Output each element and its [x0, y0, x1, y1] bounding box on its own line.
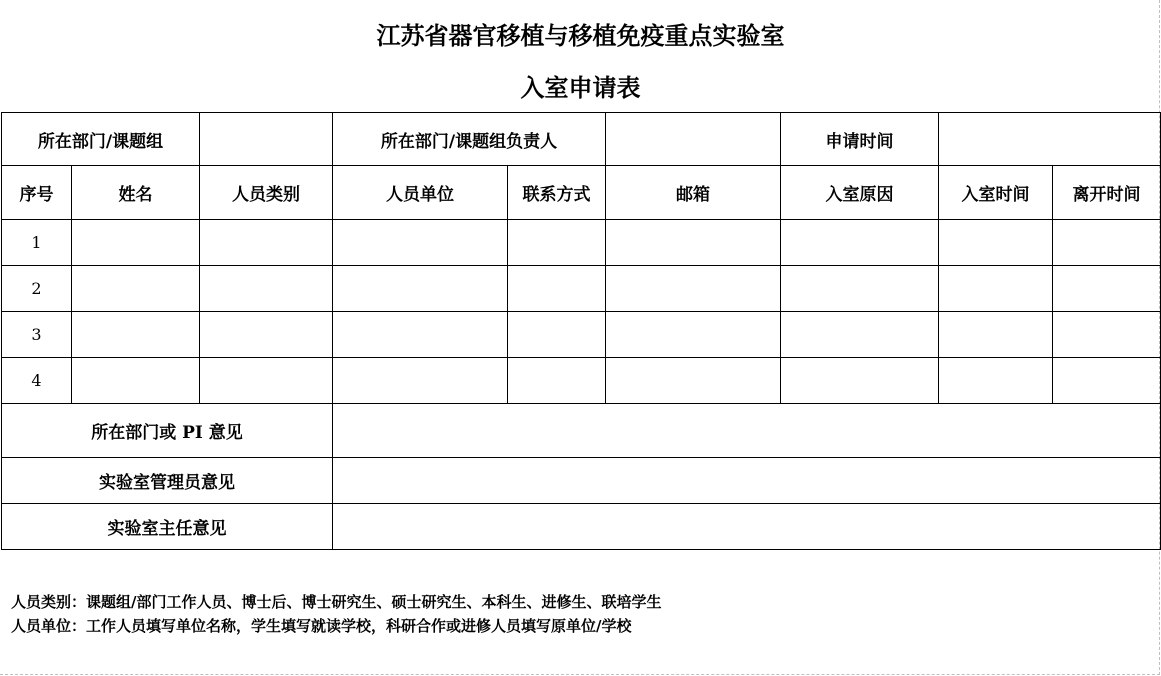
dept-pi-opinion-cell[interactable] — [333, 404, 1161, 458]
contact-cell[interactable] — [508, 266, 606, 312]
entry-time-cell[interactable] — [939, 266, 1053, 312]
email-cell[interactable] — [606, 312, 781, 358]
col-contact: 联系方式 — [508, 166, 606, 220]
dept-label: 所在部门/课题组 — [2, 113, 200, 166]
column-header-row — [2, 166, 1161, 220]
form-title: 江苏省器官移植与移植免疫重点实验室 — [376, 21, 785, 50]
leave-time-cell[interactable] — [1053, 358, 1161, 404]
date-value-cell[interactable] — [939, 113, 1161, 166]
dept-pi-opinion-label: 所在部门或 PI 意见 — [2, 404, 333, 458]
row-index: 1 — [2, 220, 72, 266]
name-cell[interactable] — [72, 312, 200, 358]
opinion-row-admin — [2, 458, 1161, 504]
table-row — [2, 266, 1161, 312]
lab-director-opinion-label: 实验室主任意见 — [2, 504, 333, 550]
dept-value-cell[interactable] — [200, 113, 333, 166]
leave-time-cell[interactable] — [1053, 312, 1161, 358]
entry-time-cell[interactable] — [939, 358, 1053, 404]
contact-cell[interactable] — [508, 220, 606, 266]
leave-time-cell[interactable] — [1053, 266, 1161, 312]
entry-time-cell[interactable] — [939, 312, 1053, 358]
date-label: 申请时间 — [781, 113, 939, 166]
reason-cell[interactable] — [781, 312, 939, 358]
col-category: 人员类别 — [200, 166, 333, 220]
note-category: 人员类别：课题组/部门工作人员、博士后、博士研究生、硕士研究生、本科生、进修生、联培学生 — [11, 593, 662, 611]
contact-cell[interactable] — [508, 358, 606, 404]
row-index: 3 — [2, 312, 72, 358]
opinion-row-dept — [2, 404, 1161, 458]
name-cell[interactable] — [72, 266, 200, 312]
unit-cell[interactable] — [333, 220, 508, 266]
email-cell[interactable] — [606, 358, 781, 404]
opinion-row-director — [2, 504, 1161, 550]
col-reason: 入室原因 — [781, 166, 939, 220]
col-unit: 人员单位 — [333, 166, 508, 220]
col-entry-time: 入室时间 — [939, 166, 1053, 220]
unit-cell[interactable] — [333, 266, 508, 312]
note-unit: 人员单位：工作人员填写单位名称，学生填写就读学校，科研合作或进修人员填写原单位/学校 — [11, 617, 632, 635]
reason-cell[interactable] — [781, 358, 939, 404]
header-row — [2, 113, 1161, 166]
row-index: 4 — [2, 358, 72, 404]
table-row — [2, 358, 1161, 404]
unit-cell[interactable] — [333, 312, 508, 358]
contact-cell[interactable] — [508, 312, 606, 358]
col-email: 邮箱 — [606, 166, 781, 220]
table-row — [2, 312, 1161, 358]
lab-director-opinion-cell[interactable] — [333, 504, 1161, 550]
name-cell[interactable] — [72, 220, 200, 266]
category-cell[interactable] — [200, 358, 333, 404]
form-subtitle: 入室申请表 — [520, 73, 641, 102]
leader-label: 所在部门/课题组负责人 — [333, 113, 606, 166]
col-index: 序号 — [2, 166, 72, 220]
lab-admin-opinion-label: 实验室管理员意见 — [2, 458, 333, 504]
leave-time-cell[interactable] — [1053, 220, 1161, 266]
table-row — [2, 220, 1161, 266]
name-cell[interactable] — [72, 358, 200, 404]
application-table — [1, 112, 1161, 550]
col-leave-time: 离开时间 — [1053, 166, 1161, 220]
entry-time-cell[interactable] — [939, 220, 1053, 266]
leader-value-cell[interactable] — [606, 113, 781, 166]
reason-cell[interactable] — [781, 266, 939, 312]
email-cell[interactable] — [606, 266, 781, 312]
category-cell[interactable] — [200, 266, 333, 312]
lab-admin-opinion-cell[interactable] — [333, 458, 1161, 504]
row-index: 2 — [2, 266, 72, 312]
category-cell[interactable] — [200, 312, 333, 358]
form-notes — [11, 590, 661, 638]
col-name: 姓名 — [72, 166, 200, 220]
email-cell[interactable] — [606, 220, 781, 266]
reason-cell[interactable] — [781, 220, 939, 266]
category-cell[interactable] — [200, 220, 333, 266]
unit-cell[interactable] — [333, 358, 508, 404]
